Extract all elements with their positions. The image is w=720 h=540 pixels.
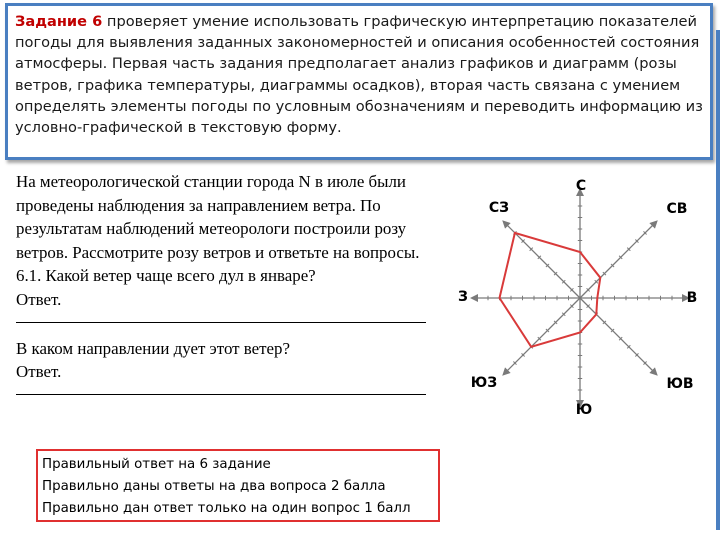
answer-line-one-point: Правильно дан ответ только на один вопрос 1 балл	[42, 501, 411, 516]
answer-line-1	[16, 322, 426, 323]
question-2: В каком направлении дует этот ветер?	[16, 338, 290, 358]
question-1: 6.1. Какой ветер чаще всего дул в январе?	[16, 266, 316, 286]
task-description	[15, 11, 705, 138]
label-sw: ЮЗ	[470, 375, 498, 391]
correct-answer-text	[42, 454, 482, 520]
answer-label-2: Ответ.	[16, 362, 62, 382]
label-n: С	[575, 178, 587, 194]
wind-rose-polygon	[500, 233, 601, 347]
answer-line-heading: Правильный ответ на 6 задание	[42, 457, 271, 472]
right-accent-bar	[716, 30, 720, 530]
task-body	[16, 170, 436, 409]
label-se: ЮВ	[666, 376, 694, 392]
label-s: Ю	[575, 402, 593, 418]
label-ne: СВ	[666, 201, 688, 217]
wind-rose	[450, 168, 710, 428]
label-e: В	[686, 290, 698, 306]
answer-label-1: Ответ.	[16, 289, 62, 309]
answer-line-2	[16, 394, 426, 395]
wind-rose-axes	[472, 190, 688, 406]
task-description-text: проверяет умение использовать графическую интерпретацию показателей погоды для выявления заданных закономерностей и описания особенностей состояния атмосферы. Первая часть задания предполагает анализ графиков и диаграмм (розы ветров, графика температуры, диаграммы осадков), вторая часть связана с умением определять элементы погоды по условным обозначениям и переводить информацию из условно-графической в текстовую форму.	[15, 13, 703, 137]
task-label: Задание 6	[15, 13, 103, 30]
task-intro: На метеорологической станции города N в июле были проведены наблюдения за направлением ветра. По результатам наблюдений метеорологи построили розу ветров. Рассмотрите розу ветров и ответьте на вопросы.	[16, 172, 420, 262]
label-w: З	[458, 289, 468, 305]
label-nw: СЗ	[488, 200, 510, 216]
answer-line-two-points: Правильно даны ответы на два вопроса 2 балла	[42, 479, 386, 494]
